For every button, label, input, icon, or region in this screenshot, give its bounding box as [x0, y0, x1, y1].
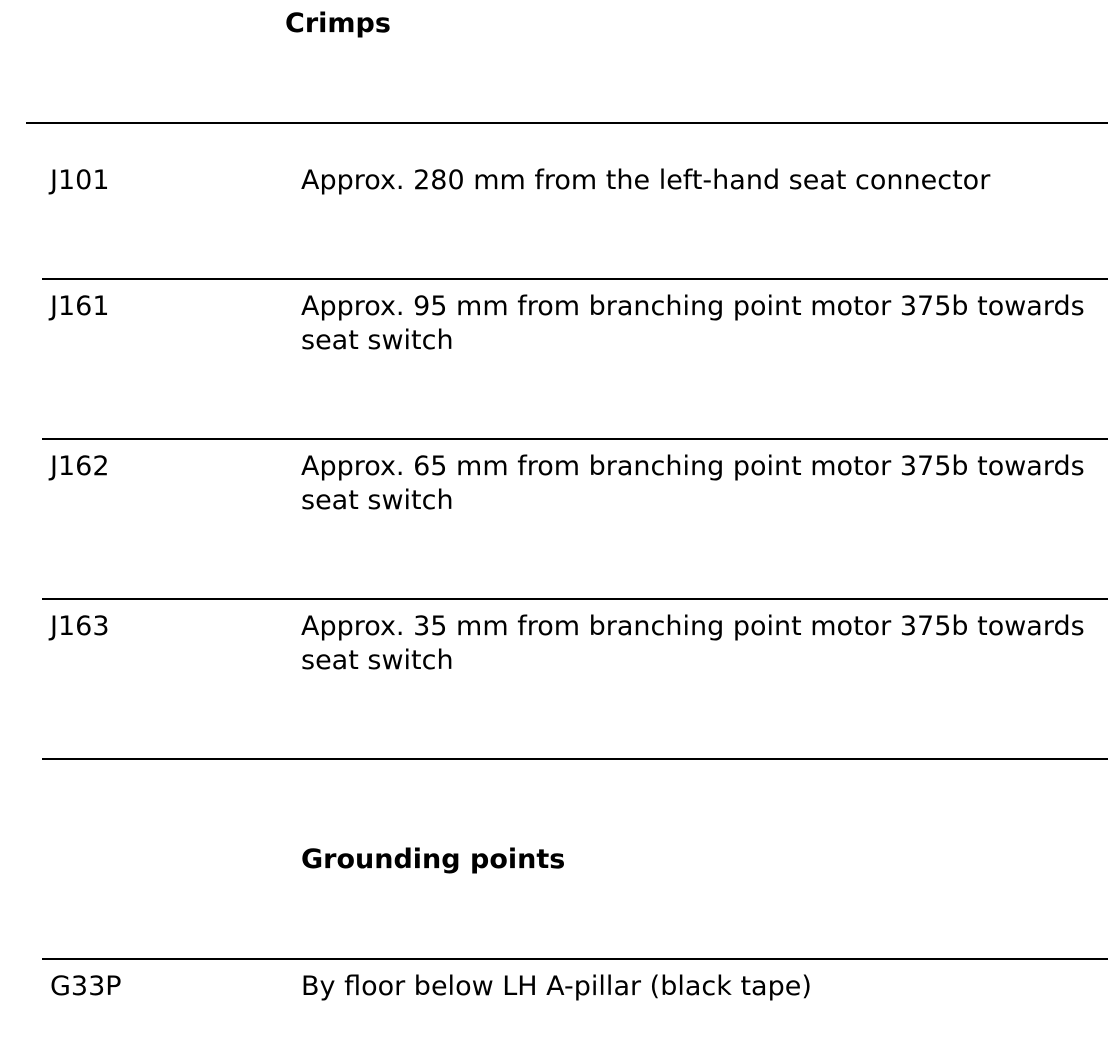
- row-description: By floor below LH A-pillar (black tape): [301, 971, 812, 1002]
- row-code: J161: [50, 291, 110, 322]
- row-description: Approx. 280 mm from the left-hand seat connector: [301, 165, 991, 196]
- row-code: J163: [50, 611, 110, 642]
- row-description: Approx. 95 mm from branching point motor 375b towards seat switch: [301, 291, 1085, 356]
- table-divider: [26, 122, 1108, 124]
- row-code: G33P: [50, 971, 122, 1002]
- table-divider: [42, 758, 1108, 760]
- row-code: J101: [50, 165, 110, 196]
- table-divider: [42, 438, 1108, 440]
- row-code: J162: [50, 451, 110, 482]
- row-description: Approx. 35 mm from branching point motor 375b towards seat switch: [301, 611, 1085, 676]
- table-divider: [42, 958, 1108, 960]
- crimps-heading: Crimps: [285, 8, 391, 39]
- table-divider: [42, 598, 1108, 600]
- grounding-points-heading: Grounding points: [301, 844, 566, 875]
- row-description: Approx. 65 mm from branching point motor 375b towards seat switch: [301, 451, 1085, 516]
- table-divider: [42, 278, 1108, 280]
